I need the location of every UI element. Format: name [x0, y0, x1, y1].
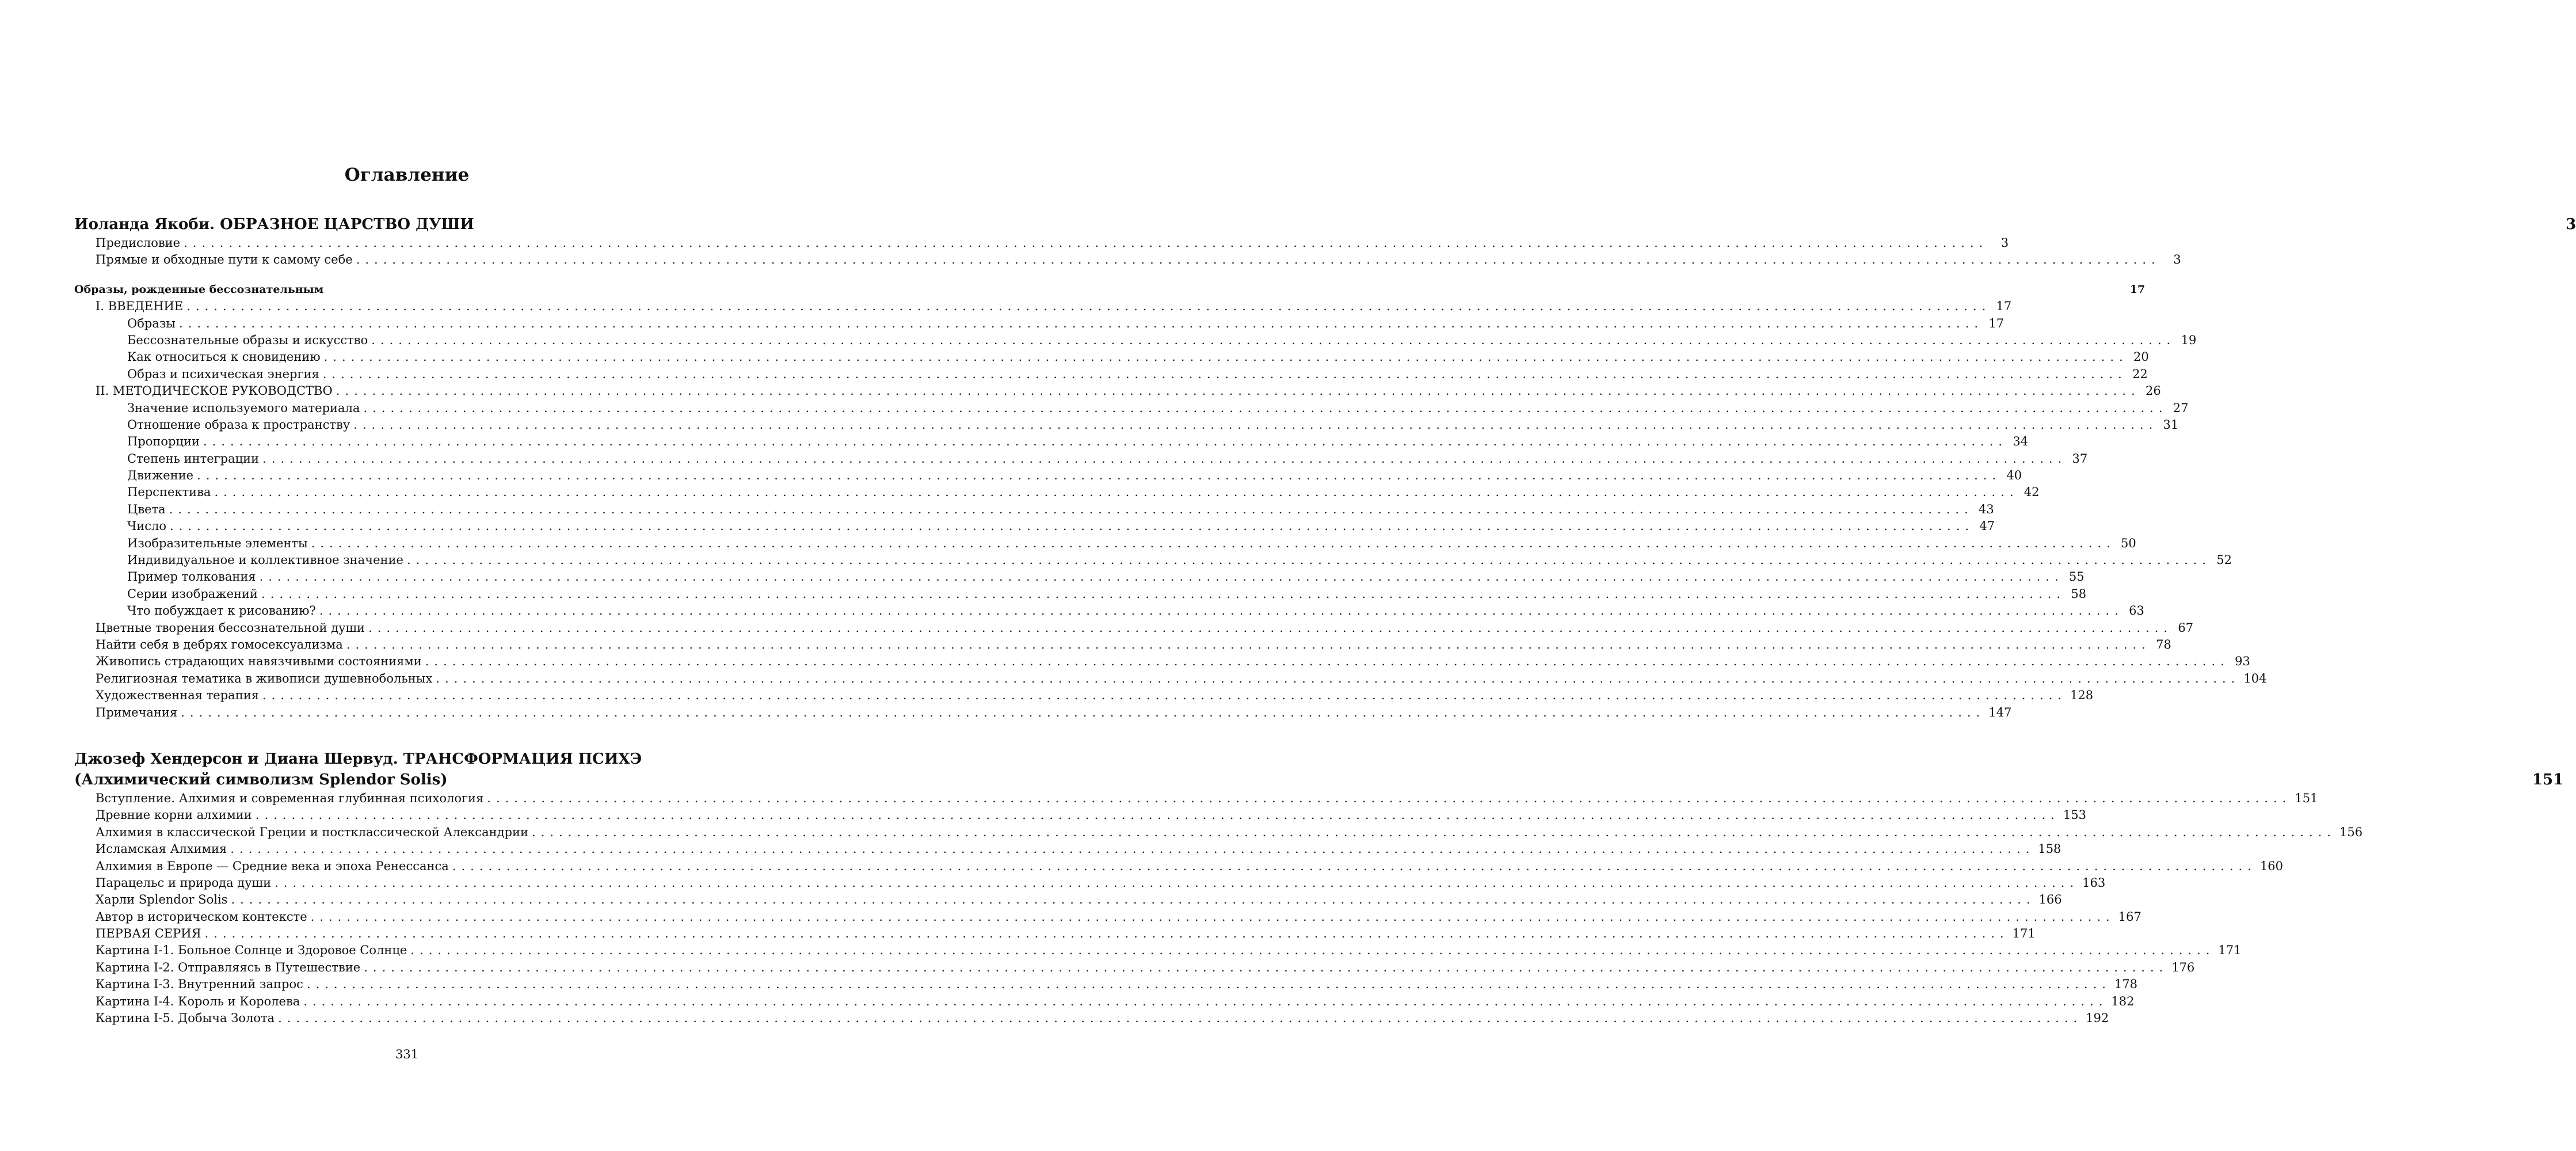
toc-entry-title: Как относиться к сновидению [127, 350, 321, 364]
toc-entry[interactable] [74, 535, 2136, 552]
toc-page-number: 104 [2243, 671, 2267, 685]
toc-entry-title: Движение [127, 468, 194, 483]
toc-entry-title: Картина I-1. Больное Солнце и Здоровое Солнце [96, 943, 407, 958]
toc-entry[interactable] [74, 620, 2194, 637]
dot-leader: ........................................................................................................................................................................................................ [179, 316, 1984, 330]
toc-page-number: 171 [2012, 927, 2036, 941]
dot-leader: ........................................................................................................................................................................................................ [261, 586, 2066, 601]
toc-entry-title: Образ и психическая энергия [127, 367, 319, 381]
dot-leader: ........................................................................................................................................................................................................ [303, 994, 2108, 1008]
toc-entry[interactable] [74, 687, 2094, 704]
toc-entry[interactable] [74, 637, 2171, 653]
dot-leader: ........................................................................................................................................................................................................ [425, 654, 2230, 669]
toc-entry-title: Найти себя в дебрях гомосексуализма [96, 637, 343, 651]
toc-part-title: (Алхимический символизм Splendor Solis) [74, 771, 448, 788]
dot-leader: ........................................................................................................................................................................................................ [346, 637, 2151, 651]
toc-page-number: 151 [2295, 791, 2318, 805]
dot-leader: ........................................................................................................................................................................................................ [531, 825, 2337, 839]
toc-page-number: 42 [2024, 485, 2040, 500]
toc-entry[interactable] [74, 518, 1995, 535]
dot-leader: ........................................................................................................................................................................................................ [186, 299, 1991, 314]
dot-leader: ........................................................................................................................................................................................................ [364, 960, 2169, 974]
toc-page-number: 176 [2171, 960, 2195, 974]
toc-page-number: 147 [1988, 705, 2012, 719]
toc-page-number: 178 [2114, 977, 2138, 992]
toc-entry[interactable] [74, 841, 2061, 857]
dot-leader: ........................................................................................................................................................................................................ [319, 604, 2124, 618]
toc-page-number: 167 [2118, 909, 2141, 924]
toc-page-number: 26 [2146, 384, 2161, 398]
table-of-contents [74, 214, 2576, 1027]
dot-leader: ........................................................................................................................................................................................................ [363, 401, 2168, 415]
toc-entry[interactable] [74, 925, 2036, 942]
dot-leader: ........................................................................................................................................................................................................ [310, 909, 2115, 924]
toc-entry[interactable] [74, 1010, 2109, 1027]
toc-entry[interactable] [74, 875, 2106, 891]
dot-leader: ........................................................................................................................................................................................................ [275, 875, 2079, 890]
toc-entry[interactable] [74, 909, 2141, 925]
toc-entry-title: Примечания [96, 705, 178, 719]
toc-part-2[interactable] [74, 769, 2564, 790]
dot-leader: ........................................................................................................................................................................................................ [436, 671, 2240, 685]
dot-leader: ........................................................................................................................................................................................................ [368, 620, 2173, 635]
toc-entry-title: Предисловие [96, 236, 181, 250]
dot-leader: ........................................................................................................................................................................................................ [311, 536, 2116, 550]
toc-page-number: 163 [2082, 875, 2106, 890]
toc-page-number: 34 [2013, 435, 2029, 449]
toc-page-number: 158 [2038, 842, 2061, 856]
toc-entry[interactable] [74, 349, 2149, 365]
dot-leader: ........................................................................................................................................................................................................ [231, 893, 2036, 907]
toc-page-number: 17 [2129, 283, 2146, 296]
dot-leader: ........................................................................................................................................................................................................ [255, 808, 2060, 822]
toc-entry-title: Цвета [127, 502, 166, 516]
dot-leader: ........................................................................................................................................................................................................ [356, 253, 2160, 267]
toc-entry[interactable] [74, 552, 2232, 569]
toc-entry[interactable] [74, 332, 2197, 349]
toc-entry-title: Цветные творения бессознательной души [96, 620, 365, 635]
toc-page-number: 17 [1988, 316, 2005, 330]
toc-section-title: Образы, рожденные бессознательным [74, 283, 324, 296]
toc-entry-title: Вступление. Алхимия и современная глубинная психология [96, 791, 484, 805]
dot-leader: ........................................................................................................................................................................................................ [197, 468, 2002, 483]
toc-page-number: 93 [2235, 654, 2250, 669]
dot-leader: ........................................................................................................................................................................................................ [203, 435, 2008, 449]
toc-entry-title: Перспектива [127, 485, 211, 500]
page-number: 331 [395, 1047, 419, 1061]
toc-entry[interactable] [74, 858, 2283, 875]
toc-page-number: 3 [2566, 216, 2576, 233]
toc-entry[interactable] [74, 235, 2009, 251]
toc-entry[interactable] [74, 251, 2181, 268]
toc-chapter-title: I. ВВЕДЕНИЕ [96, 299, 184, 314]
toc-entry-title: Картина I-5. Добыча Золота [96, 1011, 275, 1026]
spacer [74, 721, 741, 749]
toc-page-number: 182 [2111, 994, 2135, 1008]
toc-page-number: 43 [1979, 502, 1994, 516]
toc-entry-title: Живопись страдающих навязчивыми состояниями [96, 654, 422, 669]
toc-entry-title: Степень интеграции [127, 451, 260, 466]
dot-leader: ........................................................................................................................................................................................................ [322, 367, 2127, 381]
toc-page-number: 20 [2133, 350, 2149, 364]
toc-entry-title: Картина I-3. Внутренний запрос [96, 977, 303, 992]
toc-page-number: 63 [2129, 604, 2144, 618]
toc-page-number: 156 [2339, 825, 2363, 839]
toc-entry[interactable] [74, 942, 2242, 959]
toc-entry-title: Древние корни алхимии [96, 808, 252, 822]
dot-leader: ........................................................................................................................................................................................................ [452, 859, 2257, 873]
toc-page-number: 160 [2259, 859, 2283, 873]
page-title: Оглавление [344, 165, 470, 185]
toc-entry-title: Индивидуальное и коллективное значение [127, 553, 403, 567]
toc-entry[interactable] [74, 400, 2189, 417]
toc-entry-title: Пропорции [127, 435, 200, 449]
toc-page-number: 47 [1979, 519, 1995, 533]
toc-entry[interactable] [74, 807, 2086, 824]
toc-entry[interactable] [74, 670, 2267, 687]
toc-page-number: 3 [2000, 236, 2009, 250]
toc-entry-title: Что побуждает к рисованию? [127, 604, 316, 618]
toc-page-number: 52 [2216, 553, 2232, 567]
dot-leader: ........................................................................................................................................................................................................ [230, 842, 2035, 856]
toc-entry-title: Картина I-4. Король и Королева [96, 994, 300, 1008]
dot-leader: ........................................................................................................................................................................................................ [406, 553, 2211, 567]
dot-leader: ........................................................................................................................................................................................................ [410, 943, 2215, 958]
toc-entry-title: Бессознательные образы и искусство [127, 333, 368, 347]
toc-entry-title: Картина I-2. Отправляясь в Путешествие [96, 960, 361, 974]
toc-page-number: 67 [2178, 620, 2194, 635]
toc-entry[interactable] [74, 959, 2195, 976]
toc-part-2-title-line-1[interactable]: Джозеф Хендерсон и Диана Шервуд. ТРАНСФОРМАЦИЯ ПСИХЭ [74, 750, 642, 768]
toc-chapter-title: II. МЕТОДИЧЕСКОЕ РУКОВОДСТВО [96, 384, 333, 398]
toc-entry-title: Значение используемого материала [127, 401, 360, 415]
dot-leader: ........................................................................................................................................................................................................ [336, 384, 2140, 398]
toc-part-1[interactable] [74, 214, 2576, 235]
dot-leader: ........................................................................................................................................................................................................ [262, 688, 2067, 703]
toc-section-1[interactable] [74, 281, 2146, 298]
toc-entry-title: Художественная терапия [96, 688, 259, 703]
toc-entry-title: Алхимия в классической Греции и постклассической Александрии [96, 825, 528, 839]
toc-entry-title: Число [127, 519, 166, 533]
dot-leader: ........................................................................................................................................................................................................ [204, 927, 2009, 941]
toc-page-number: 22 [2132, 367, 2148, 381]
toc-entry[interactable] [74, 993, 2135, 1010]
dot-leader: ........................................................................................................................................................................................................ [353, 417, 2158, 432]
toc-entry[interactable] [74, 315, 2005, 332]
toc-page-number: 128 [2070, 688, 2094, 703]
toc-entry[interactable] [74, 891, 2062, 908]
toc-chapter[interactable] [74, 298, 2012, 315]
dot-leader: ........................................................................................................................................................................................................ [184, 236, 1988, 250]
toc-entry[interactable] [74, 501, 1994, 518]
toc-page-number: 17 [1996, 299, 2012, 314]
toc-entry-title: Харли Splendor Solis [96, 893, 228, 907]
dot-leader: ........................................................................................................................................................................................................ [169, 519, 1975, 533]
toc-entry-title: Исламская Алхимия [96, 842, 227, 856]
toc-entry-title: Автор в историческом контексте [96, 909, 307, 924]
toc-page-number: 55 [2068, 570, 2085, 584]
toc-page-number: 40 [2006, 468, 2022, 483]
toc-entry-title: ПЕРВАЯ СЕРИЯ [96, 927, 201, 941]
toc-entry-title: Религиозная тематика в живописи душевнобольных [96, 671, 433, 685]
toc-page-number: 151 [2532, 771, 2564, 788]
toc-page-number: 153 [2063, 808, 2086, 822]
toc-page-number: 3 [2173, 253, 2181, 267]
toc-entry[interactable] [74, 824, 2363, 841]
dot-leader: ........................................................................................................................................................................................................ [259, 570, 2064, 584]
toc-entry[interactable] [74, 586, 2087, 603]
toc-entry-title: Пример толкования [127, 570, 256, 584]
toc-entry-title: Изобразительные элементы [127, 536, 308, 550]
toc-entry[interactable] [74, 433, 2029, 450]
toc-entry[interactable] [74, 704, 2012, 721]
toc-entry-title: Прямые и обходные пути к самому себе [96, 253, 353, 267]
toc-page-number: 37 [2072, 451, 2088, 466]
toc-entry-title: Парацельс и природа души [96, 875, 272, 890]
toc-part-title: Иоланда Якоби. ОБРАЗНОЕ ЦАРСТВО ДУШИ [74, 216, 474, 233]
toc-entry-title: Образы [127, 316, 176, 330]
toc-entry[interactable] [74, 451, 2088, 467]
toc-entry-title: Отношение образа к пространству [127, 417, 350, 432]
toc-entry[interactable] [74, 603, 2144, 619]
toc-page-number: 78 [2156, 637, 2171, 651]
toc-entry[interactable] [74, 976, 2138, 993]
toc-entry[interactable] [74, 569, 2085, 585]
toc-entry-title: Серии изображений [127, 586, 258, 601]
toc-page-number: 58 [2071, 586, 2087, 601]
toc-page-number: 19 [2181, 333, 2197, 347]
toc-entry[interactable] [74, 484, 2040, 501]
dot-leader: ........................................................................................................................................................................................................ [262, 451, 2067, 466]
spacer [74, 269, 741, 281]
dot-leader: ........................................................................................................................................................................................................ [169, 502, 1973, 516]
toc-page-number: 31 [2163, 417, 2179, 432]
toc-entry[interactable] [74, 467, 2022, 484]
toc-entry[interactable] [74, 366, 2148, 383]
dot-leader: ........................................................................................................................................................................................................ [306, 977, 2111, 992]
toc-page-number: 192 [2086, 1011, 2109, 1026]
dot-leader: ........................................................................................................................................................................................................ [214, 485, 2019, 500]
dot-leader: ........................................................................................................................................................................................................ [371, 333, 2176, 347]
toc-entry[interactable] [74, 653, 2250, 670]
toc-page-number: 50 [2121, 536, 2136, 550]
dot-leader: ........................................................................................................................................................................................................ [181, 705, 1986, 719]
toc-entry[interactable] [74, 790, 2318, 807]
dot-leader: ........................................................................................................................................................................................................ [323, 350, 2128, 364]
toc-chapter[interactable] [74, 383, 2161, 399]
toc-page-number: 171 [2218, 943, 2242, 958]
toc-page-number: 27 [2173, 401, 2189, 415]
toc-entry[interactable] [74, 417, 2179, 433]
dot-leader: ........................................................................................................................................................................................................ [278, 1011, 2083, 1026]
dot-leader: ........................................................................................................................................................................................................ [487, 791, 2292, 805]
toc-page-number: 166 [2038, 893, 2062, 907]
toc-entry-title: Алхимия в Европе — Средние века и эпоха Ренессанса [96, 859, 449, 873]
